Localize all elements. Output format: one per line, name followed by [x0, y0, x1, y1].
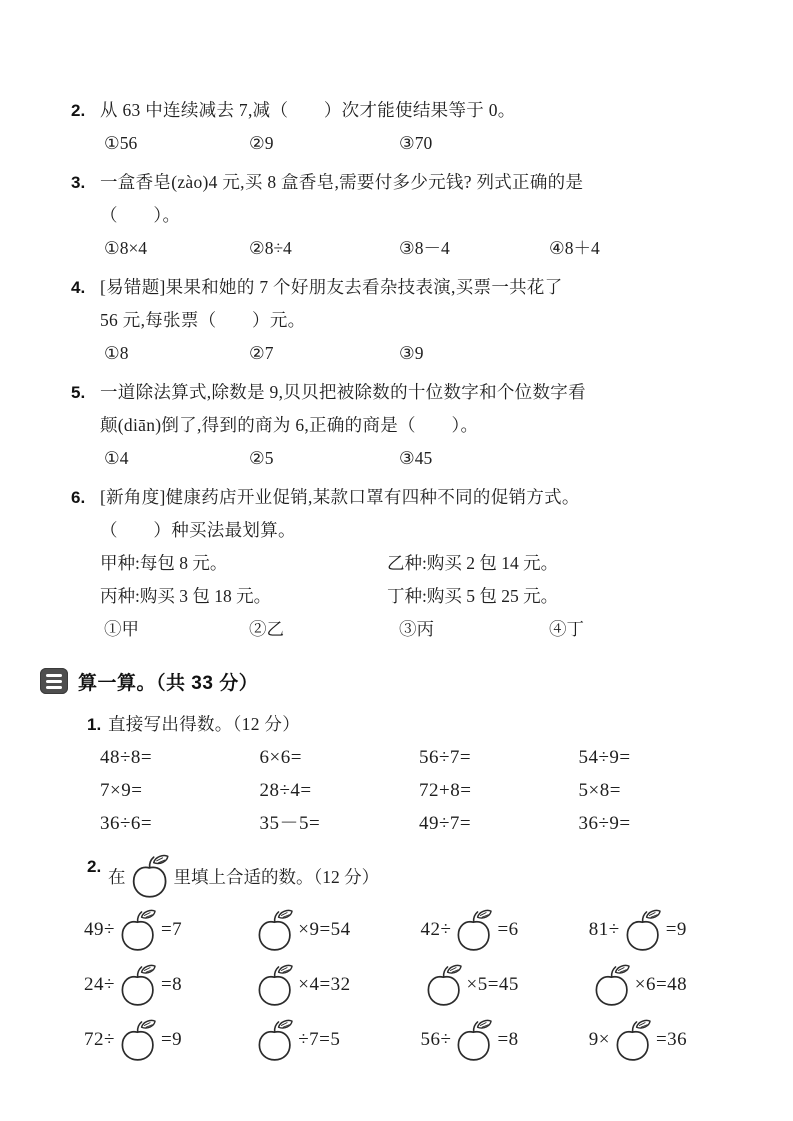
equation-suffix: =7	[160, 918, 183, 940]
choice-question-6	[0, 481, 793, 646]
equation-suffix: ÷7=5	[298, 1028, 341, 1050]
title-text-before: 在	[108, 866, 126, 887]
price-row-2	[100, 580, 735, 613]
option-4: ④8＋4	[549, 238, 600, 258]
price-option-jia: 甲种:每包 8 元。	[100, 553, 228, 573]
equation: 5×8=	[578, 780, 621, 801]
price-option-bing: 丙种:购买 3 包 18 元。	[100, 586, 272, 606]
equation: 56÷7=	[419, 747, 472, 768]
apple-equation	[84, 902, 252, 957]
subquestion-2	[0, 850, 793, 902]
options-row	[100, 127, 735, 160]
apple-equation	[252, 957, 420, 1012]
equation-prefix: 9×	[588, 1028, 610, 1050]
apple-equation	[421, 957, 589, 1012]
options-row	[100, 337, 735, 370]
question-line: 56 元,每张票（ ）元。	[100, 310, 306, 330]
apple-icon	[115, 1018, 161, 1062]
option-3: ③8－4	[399, 238, 450, 258]
apple-equation-row-3	[0, 1012, 793, 1067]
choice-question-2	[0, 94, 793, 160]
equation-suffix: =36	[655, 1028, 688, 1050]
subquestion-title: 直接写出得数。（12 分）	[108, 714, 301, 734]
equation-prefix: 49÷	[84, 918, 115, 940]
price-option-yi: 乙种:购买 2 包 14 元。	[387, 553, 559, 573]
apple-icon	[252, 1018, 298, 1062]
options-row	[100, 442, 735, 475]
apple-icon	[252, 908, 298, 952]
section-title: 算一算。（共 33 分）	[78, 672, 259, 694]
apple-icon	[421, 963, 467, 1007]
apple-icon	[451, 908, 497, 952]
apple-equation-row-2	[0, 957, 793, 1012]
price-row-1	[100, 547, 735, 580]
subquestion-title	[108, 850, 753, 902]
equation-suffix: =9	[160, 1028, 183, 1050]
subquestion-1	[0, 708, 793, 741]
title-text-after: 里填上合适的数。（12 分）	[173, 866, 380, 887]
option-2: ②7	[249, 343, 274, 363]
option-1: ①4	[104, 448, 129, 468]
apple-equation	[589, 902, 757, 957]
option-4: ④丁	[549, 619, 584, 639]
apple-equation	[84, 1012, 252, 1067]
equation-suffix: =9	[665, 918, 687, 940]
question-line: 颠(diān)倒了,得到的商为 6,正确的商是（ ）。	[100, 415, 479, 435]
equation: 28÷4=	[259, 780, 312, 801]
question-line: 一盒香皂(zào)4 元,买 8 盒香皂,需要付多少元钱? 列式正确的是	[100, 172, 584, 192]
equation: 48÷8=	[100, 747, 153, 768]
equation-suffix: ×4=32	[298, 973, 351, 995]
question-line: （ ）。	[100, 205, 181, 225]
equation-suffix: =8	[497, 1028, 519, 1050]
option-2: ②8÷4	[249, 238, 292, 258]
section-three-icon	[40, 668, 68, 694]
option-3: ③45	[399, 448, 433, 468]
apple-equation	[252, 1012, 420, 1067]
question-line: [新角度]健康药店开业促销,某款口罩有四种不同的促销方式。	[100, 487, 580, 507]
section-header	[0, 662, 793, 700]
subquestion-number: 2.	[87, 857, 102, 876]
equation-prefix: 56÷	[420, 1028, 452, 1050]
equation: 49÷7=	[419, 813, 472, 834]
question-number: 3.	[71, 173, 86, 192]
apple-equation	[421, 902, 589, 957]
question-number: 6.	[71, 488, 86, 507]
apple-icon	[451, 1018, 497, 1062]
question-line: （ ）种买法最划算。	[100, 520, 296, 540]
option-1: ①甲	[104, 619, 139, 639]
subquestion-number: 1.	[87, 715, 102, 734]
apple-equation	[252, 902, 420, 957]
apple-equation	[84, 957, 252, 1012]
apple-equation	[421, 1012, 589, 1067]
apple-icon	[126, 853, 174, 899]
options-row	[100, 232, 735, 265]
option-3: ③丙	[399, 619, 434, 639]
equation-prefix: 81÷	[588, 918, 620, 940]
choice-question-4	[0, 271, 793, 370]
question-number: 2.	[71, 101, 86, 120]
equation: 36÷9=	[578, 813, 631, 834]
equation: 72+8=	[419, 780, 472, 801]
choice-question-5	[0, 376, 793, 475]
apple-equation-row-1	[0, 902, 793, 957]
equation: 54÷9=	[578, 747, 631, 768]
equation-prefix: 42÷	[420, 918, 452, 940]
equation: 35－5=	[259, 813, 321, 834]
apple-equation	[589, 1012, 757, 1067]
apple-icon	[610, 1018, 656, 1062]
choice-question-3	[0, 166, 793, 265]
equation-suffix: ×5=45	[466, 973, 519, 995]
equation: 7×9=	[100, 780, 143, 801]
apple-icon	[115, 908, 161, 952]
option-3: ③9	[399, 343, 424, 363]
equation-suffix: ×9=54	[298, 918, 351, 940]
equation-prefix: 72÷	[84, 1028, 115, 1050]
option-3: ③70	[399, 133, 433, 153]
equation-prefix: 24÷	[84, 973, 115, 995]
question-number: 4.	[71, 278, 86, 297]
price-option-ding: 丁种:购买 5 包 25 元。	[387, 586, 559, 606]
option-1: ①8×4	[104, 238, 148, 258]
question-line: [易错题]果果和她的 7 个好朋友去看杂技表演,买票一共花了	[100, 277, 563, 297]
question-line: 一道除法算式,除数是 9,贝贝把被除数的十位数字和个位数字看	[100, 382, 586, 402]
apple-equation	[589, 957, 757, 1012]
question-number: 5.	[71, 383, 86, 402]
apple-icon	[589, 963, 635, 1007]
options-row	[100, 613, 735, 646]
mental-math-row-3	[0, 807, 793, 840]
equation-suffix: ×6=48	[634, 973, 688, 995]
option-2: ②乙	[249, 619, 284, 639]
apple-icon	[115, 963, 161, 1007]
equation-suffix: =8	[160, 973, 183, 995]
apple-icon	[620, 908, 666, 952]
mental-math-row-1	[0, 741, 793, 774]
question-line: 从 63 中连续减去 7,减（ ）次才能使结果等于 0。	[100, 100, 516, 120]
equation: 6×6=	[259, 747, 302, 768]
apple-icon	[252, 963, 298, 1007]
mental-math-row-2	[0, 774, 793, 807]
option-1: ①8	[104, 343, 129, 363]
equation: 36÷6=	[100, 813, 153, 834]
equation-suffix: =6	[497, 918, 519, 940]
option-2: ②5	[249, 448, 274, 468]
option-2: ②9	[249, 133, 274, 153]
option-1: ①56	[104, 133, 138, 153]
